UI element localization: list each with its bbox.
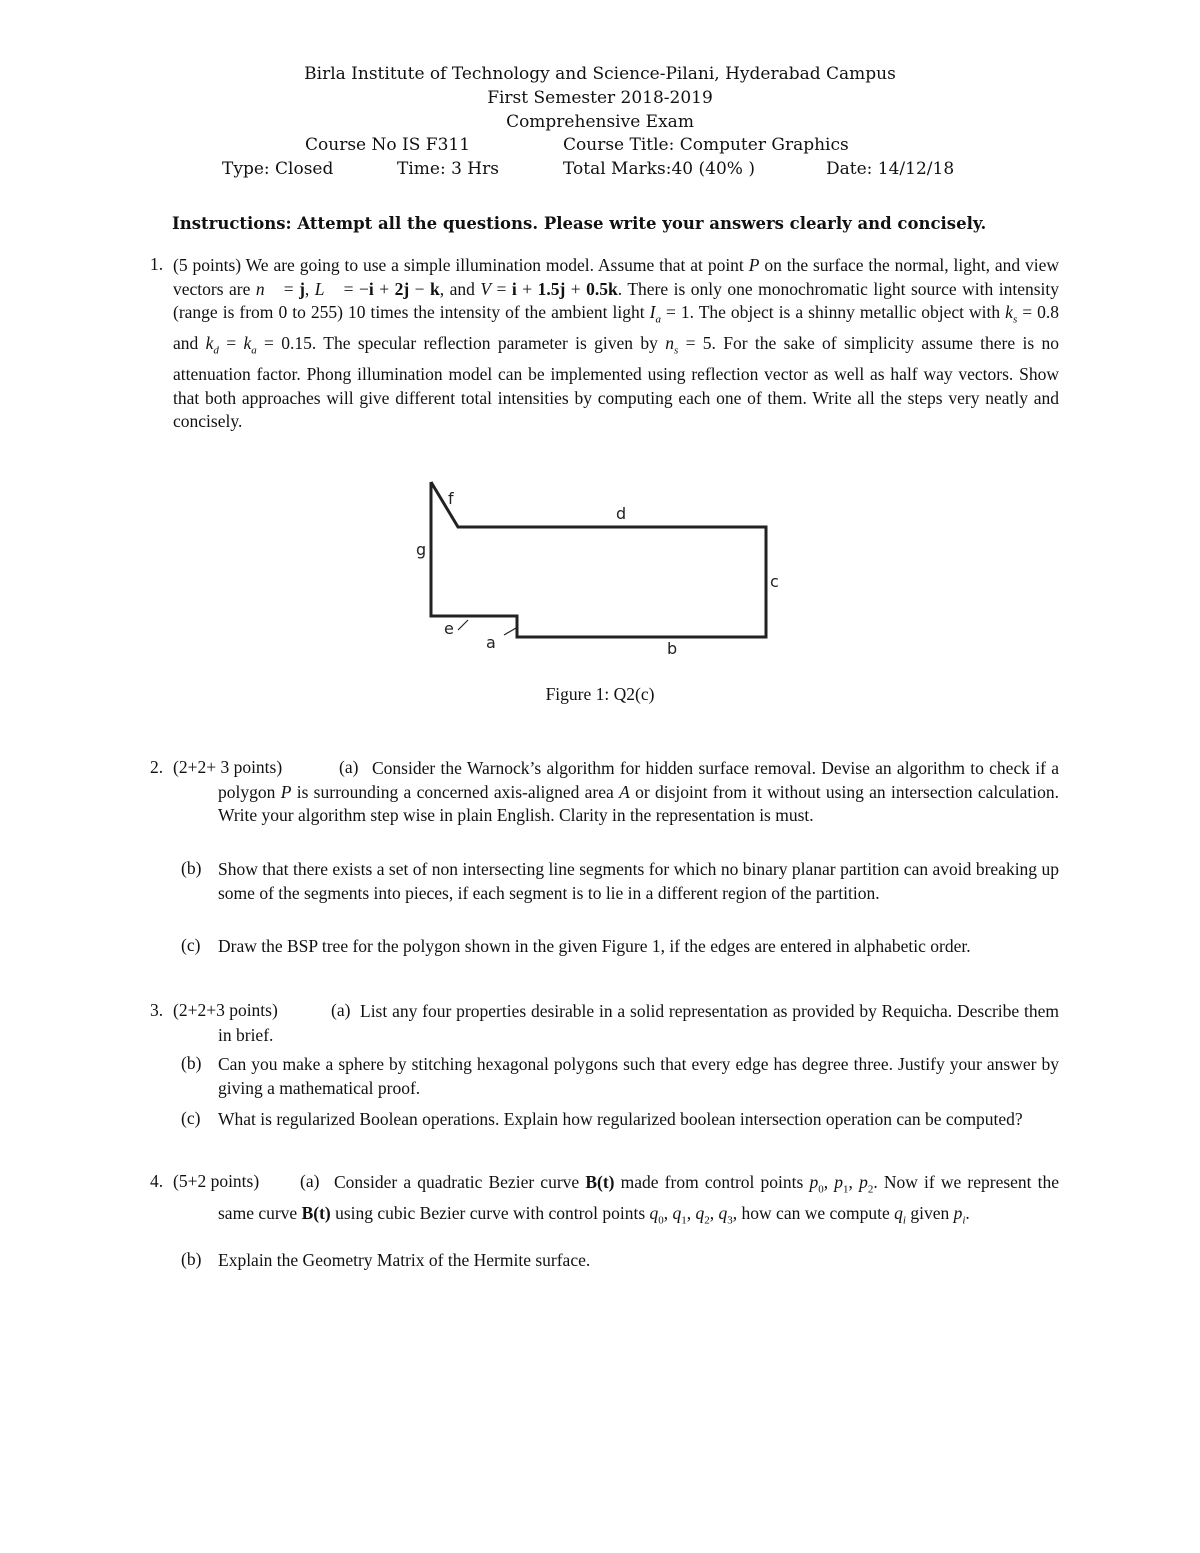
figure-1-polygon: [400, 470, 800, 670]
question-4b: Explain the Geometry Matrix of the Hermite surface.: [218, 1250, 591, 1270]
q2-number: 2.: [150, 757, 164, 777]
q2b-label: (b): [181, 858, 202, 878]
q2a-text: Consider the Warnock’s algorithm for hidden surface removal. Devise an algorithm to check if a polygon: [218, 758, 1059, 802]
q1-text: There is only one monochromatic light source with intensity (range is from 0 to 255) 10 times the intensity of the ambient light: [173, 278, 1060, 322]
q4a-text: Consider a quadratic Bezier curve: [334, 1172, 580, 1192]
q2a-label: (a): [339, 757, 359, 777]
question-2a: Consider the Warnock’s algorithm for hidden surface removal. Devise an algorithm to check if a polygon P is surrounding a concerned axis-aligned area A or disjoint from it without using an intersection calculation. Write your algorithm step wise in plain English. Clarity in the representation is must.: [218, 758, 1060, 825]
q4-number: 4.: [150, 1171, 164, 1191]
edge-label-a: a: [486, 633, 496, 652]
q1-text: For the sake of simplicity assume there is no attenuation factor. Phong illumination model can be implemented using reflection vector as well as half way vectors. Show that both approaches will give different total intensities by computing each one of them. Write all the steps very neatly and concisely.: [173, 333, 1059, 431]
edge-e-arrow: [458, 620, 468, 630]
edge-label-e: e: [444, 619, 454, 638]
q1-text: on the surface the normal, light, and view vectors are: [173, 255, 1060, 299]
q4a-label: (a): [300, 1171, 320, 1191]
q4a-text: how can we compute: [741, 1203, 890, 1223]
q4a-text: given: [910, 1203, 950, 1223]
edge-label-b: b: [667, 639, 678, 658]
q4a-text: using cubic Bezier curve with control points: [335, 1203, 646, 1223]
q4a-text: Now if we represent the same curve: [218, 1172, 1060, 1223]
instructions: Instructions: Attempt all the questions. Please write your answers clearly and concisely.: [172, 214, 987, 233]
edge-label-g: g: [416, 540, 427, 559]
q2a-text: or disjoint from it without using an intersection calculation. Write your algorithm step wise in plain English. Clarity in the representation is must.: [218, 781, 1060, 825]
q1-number: 1.: [150, 254, 164, 274]
question-2c: Draw the BSP tree for the polygon shown in the given Figure 1, if the edges are entered in alphabetic order.: [218, 936, 971, 956]
q1-text: The object is a shinny metallic object with: [698, 302, 1001, 322]
question-3c: What is regularized Boolean operations. Explain how regularized boolean intersection operation can be computed?: [218, 1109, 1023, 1129]
edge-a-arrow: [504, 628, 516, 635]
q3b-label: (b): [181, 1053, 202, 1073]
polygon-outline: [431, 482, 766, 637]
question-4a: Consider a quadratic Bezier curve B(t) made from control points $p_0$, $p_1$, $p_2$. Now if we represent the same curve B(t) using cubic Bezier curve with control points $q_0$, $q_1$, $q_2$, $q_3$, how can we compute $q_i$ given $p_i$.: [218, 1172, 1060, 1227]
q2a-text: is surrounding a concerned axis-aligned area: [296, 781, 614, 802]
q3c-label: (c): [181, 1108, 201, 1128]
q1-text: The specular reflection parameter is given by: [323, 333, 658, 353]
semester: First Semester 2018-2019: [487, 88, 713, 108]
question-3b: Can you make a sphere by stitching hexagonal polygons such that every edge has degree three. Justify your answer by giving a mathematical proof.: [218, 1054, 1059, 1098]
figure-caption: Figure 1: Q2(c): [545, 684, 655, 704]
edge-label-f: f: [448, 489, 454, 508]
course-title: Course Title: Computer Graphics: [563, 135, 849, 155]
exam-time: Time: 3 Hrs: [397, 159, 499, 179]
question-1: (5 points) We are going to use a simple illumination model. Assume that at point P on the surface the normal, light, and view vectors are n⃗ = j, L⃗ = −i + 2j − k, and V = i + 1.5j + 0.5k. There is only one monochromatic light source with intensity (range is from 0 to 255) 10 times the intensity of the ambient light $I_a = 1$. The object is a shinny metallic object with $k_s = 0.8$ and $k_d = k_a = 0.15$. The specular reflection parameter is given by $n_s = 5$. For the sake of simplicity assume there is no attenuation factor. Phong illumination model can be implemented using reflection vector as well as half way vectors. Show that both approaches will give different total intensities by computing each one of them. Write all the steps very neatly and concisely.: [173, 255, 1060, 431]
question-2b: Show that there exists a set of non intersecting line segments for which no binary planar partition can avoid breaking up some of the segments into pieces, if each segment is to lie in a different region of the partition.: [218, 859, 1059, 903]
exam-title: Comprehensive Exam: [506, 112, 694, 132]
question-3a: List any four properties desirable in a solid representation as provided by Requicha. Describe them in brief.: [218, 1001, 1059, 1045]
q3-number: 3.: [150, 1000, 164, 1020]
institute-name: Birla Institute of Technology and Science-Pilani, Hyderabad Campus: [304, 64, 896, 84]
total-marks: Total Marks:40 (40% ): [563, 159, 755, 179]
q4-marks: (5+2 points): [173, 1171, 260, 1191]
q4b-label: (b): [181, 1249, 202, 1269]
course-no: Course No IS F311: [305, 135, 471, 155]
q1-text: We are going to use a simple illumination model. Assume that at point: [245, 255, 744, 275]
exam-date: Date: 14/12/18: [826, 159, 955, 179]
q2-marks: (2+2+ 3 points): [173, 757, 283, 777]
q2c-label: (c): [181, 935, 201, 955]
q3-marks: (2+2+3 points): [173, 1000, 278, 1020]
exam-type: Type: Closed: [222, 159, 334, 179]
edge-label-c: c: [770, 572, 779, 591]
q3a-label: (a): [331, 1000, 351, 1020]
q1-marks: (5 points): [173, 255, 242, 275]
q4a-text: made from control points: [620, 1172, 804, 1192]
edge-label-d: d: [616, 504, 627, 523]
